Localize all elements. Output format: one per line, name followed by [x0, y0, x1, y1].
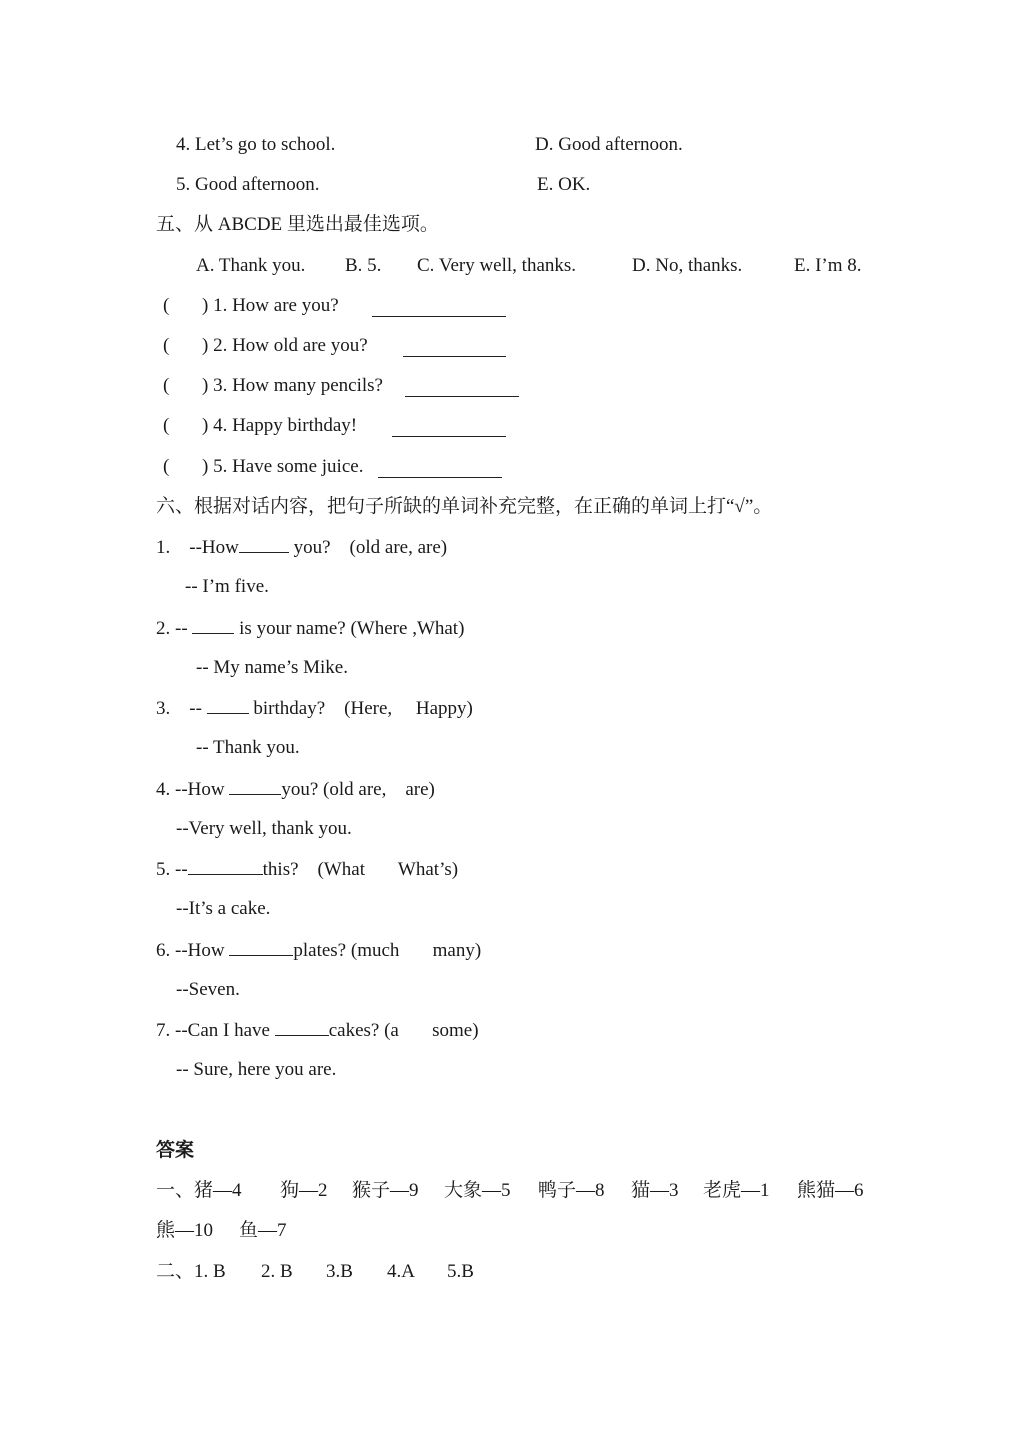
answer-paren-5: ( — [163, 456, 170, 477]
match-right-e: E. OK. — [537, 174, 591, 195]
question-5: ) 5. Have some juice. — [202, 456, 364, 477]
answer-line1-2: 猴子—9 — [352, 1180, 419, 1201]
dialog-7-question: 7. --Can I have cakes? (a some) — [156, 1020, 479, 1041]
answer-line2-0: 熊—10 — [156, 1220, 214, 1241]
option-e: E. I’m 8. — [794, 255, 862, 276]
option-a: A. Thank you. — [196, 255, 306, 276]
answer-blank-3[interactable] — [405, 380, 519, 397]
answer-line3-3: 4.A — [387, 1261, 415, 1282]
dialog-3-answer: -- Thank you. — [196, 737, 300, 758]
match-right-d: D. Good afternoon. — [535, 134, 683, 155]
dialog-1-blank[interactable] — [239, 536, 289, 553]
dialog-1-question: 1. --How you? (old are, are) — [156, 537, 448, 558]
dialog-5-blank[interactable] — [188, 858, 263, 875]
dialog-3-blank[interactable] — [207, 697, 249, 714]
answer-line3-2: 3.B — [326, 1261, 353, 1282]
dialog-2-blank[interactable] — [192, 617, 234, 634]
question-2: ) 2. How old are you? — [202, 335, 368, 356]
answer-line3-1: 2. B — [261, 1261, 293, 1282]
dialog-1-answer: -- I’m five. — [185, 576, 269, 597]
option-b: B. 5. — [345, 255, 382, 276]
answer-line1-1: 狗—2 — [280, 1180, 328, 1201]
answer-line1-7: 熊猫—6 — [797, 1180, 864, 1201]
question-1: ) 1. How are you? — [202, 295, 339, 316]
answer-line1-4: 鸭子—8 — [538, 1180, 605, 1201]
answer-paren-3: ( — [163, 375, 170, 396]
dialog-2-answer: -- My name’s Mike. — [196, 657, 348, 678]
question-4: ) 4. Happy birthday! — [202, 415, 358, 436]
dialog-6-question: 6. --How plates? (much many) — [156, 940, 482, 961]
answer-line3-0: 二、1. B — [156, 1261, 226, 1282]
section5-title: 五、从 ABCDE 里选出最佳选项。 — [156, 214, 439, 235]
dialog-4-question: 4. --How you? (old are, are) — [156, 779, 435, 800]
answer-line3-4: 5.B — [447, 1261, 474, 1282]
section6-title: 六、根据对话内容，把句子所缺的单词补充完整，在正确的单词上打“√”。 — [156, 496, 773, 517]
dialog-2-question: 2. -- is your name? (Where ,What) — [156, 618, 465, 639]
answer-paren-2: ( — [163, 335, 170, 356]
answer-line1-6: 老虎—1 — [703, 1180, 770, 1201]
answer-line1-3: 大象—5 — [444, 1180, 511, 1201]
answer-paren-4: ( — [163, 415, 170, 436]
question-3: ) 3. How many pencils? — [202, 375, 383, 396]
dialog-3-question: 3. -- birthday? (Here, Happy) — [156, 698, 473, 719]
answer-blank-2[interactable] — [403, 340, 506, 357]
answer-blank-5[interactable] — [378, 461, 502, 478]
answer-line2-1: 鱼—7 — [239, 1220, 287, 1241]
dialog-4-answer: --Very well, thank you. — [176, 818, 352, 839]
dialog-7-blank[interactable] — [275, 1019, 329, 1036]
match-left-5: 5. Good afternoon. — [176, 174, 320, 195]
dialog-7-answer: -- Sure, here you are. — [176, 1059, 337, 1080]
dialog-6-blank[interactable] — [229, 939, 293, 956]
answer-line1-0: 一、猪—4 — [156, 1180, 242, 1201]
dialog-5-question: 5. -- this? (What What’s) — [156, 859, 459, 880]
option-d: D. No, thanks. — [632, 255, 743, 276]
dialog-6-answer: --Seven. — [176, 979, 240, 1000]
answer-paren-1: ( — [163, 295, 170, 316]
answers-title: 答案 — [156, 1140, 195, 1161]
dialog-4-blank[interactable] — [229, 778, 281, 795]
answer-blank-1[interactable] — [372, 300, 506, 317]
match-left-4: 4. Let’s go to school. — [176, 134, 336, 155]
answer-line1-5: 猫—3 — [631, 1180, 679, 1201]
answer-blank-4[interactable] — [392, 420, 506, 437]
dialog-5-answer: --It’s a cake. — [176, 898, 271, 919]
option-c: C. Very well, thanks. — [417, 255, 577, 276]
